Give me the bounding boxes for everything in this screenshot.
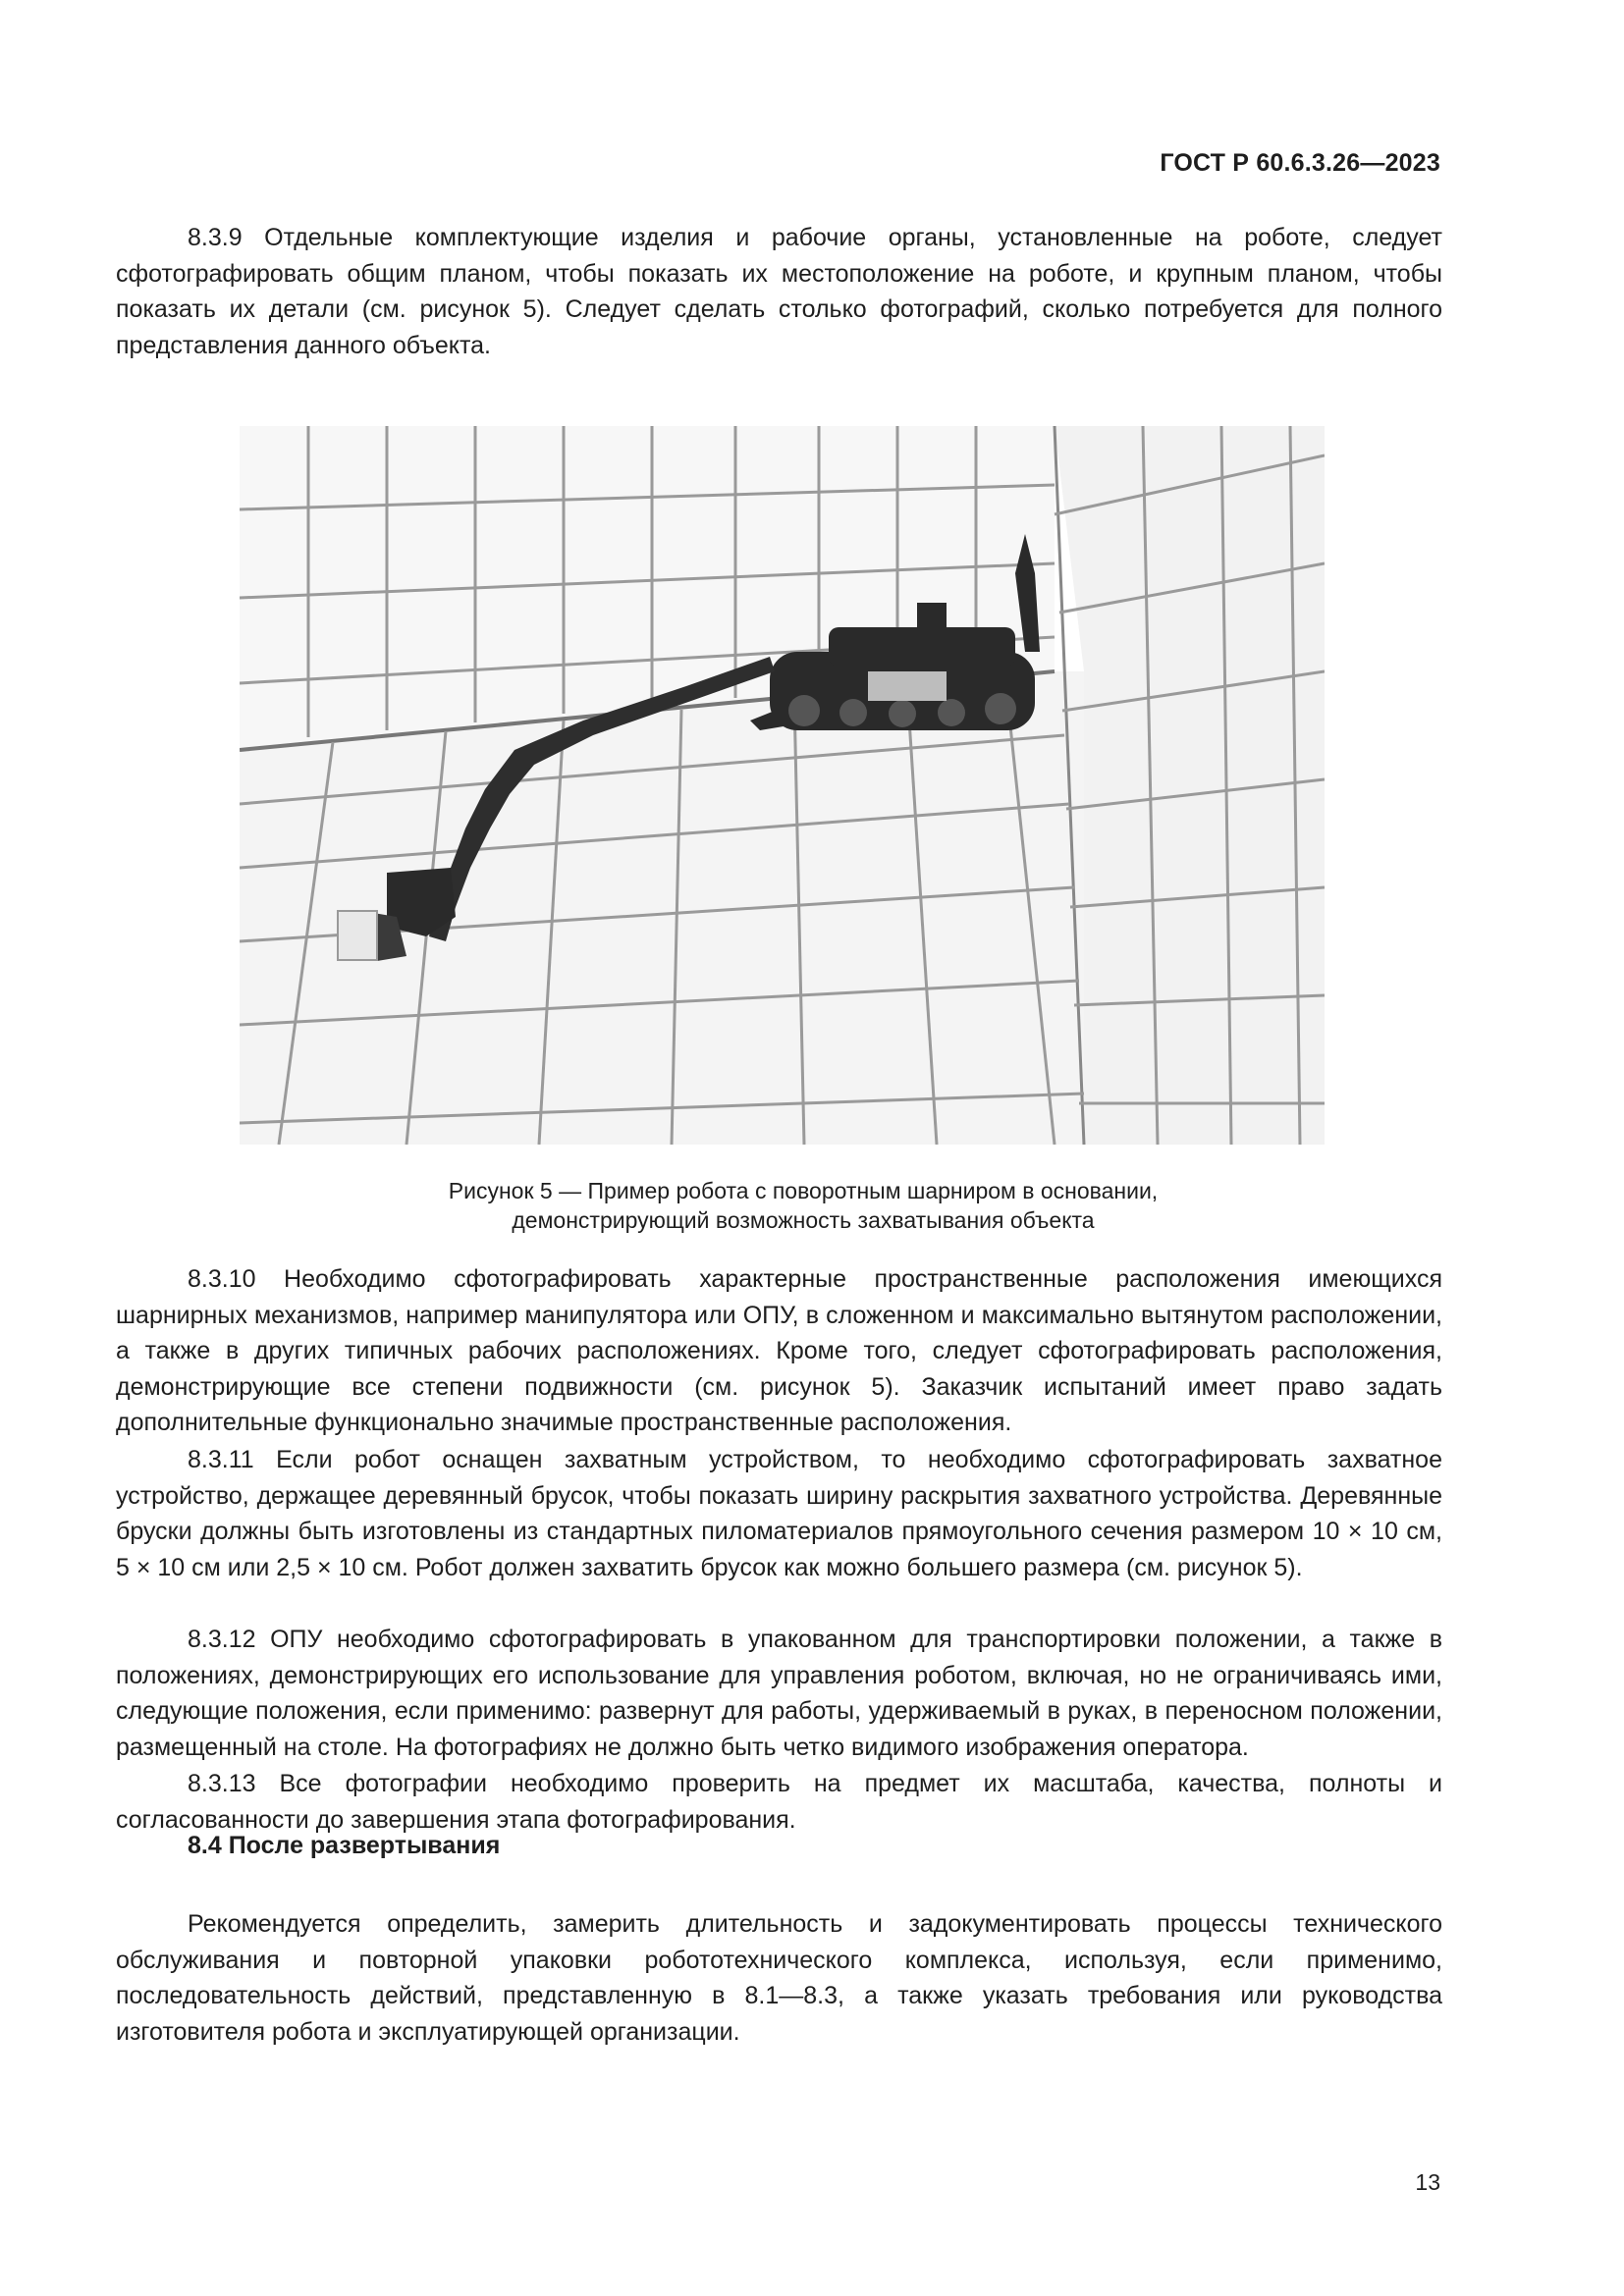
document-standard-number: ГОСТ Р 60.6.3.26—2023 <box>1160 149 1440 177</box>
page-number: 13 <box>1415 2169 1440 2195</box>
paragraph-8-3-11: 8.3.11 Если робот оснащен захватным устройством, то необходимо сфотографировать захватное устройство, держащее деревянный брусок, чтобы показать ширину раскрытия захватного устройства. Деревянные бруски должны быть изготовлены из стандартных пиломатериалов прямоугольного сечения размером 10 × 10 см, 5 × 10 см или 2,5 × 10 см. Робот должен захватить брусок как можно большего размера (см. рисунок 5). <box>116 1446 1442 1581</box>
paragraph-8-3-12: 8.3.12 ОПУ необходимо сфотографировать в упакованном для транспортировки положении, а также в положениях, демонстрирующих его использование для управления роботом, включая, но не ограничиваясь ими, следующие положения, если применимо: развернут для работы, удерживаемый в руках, в переносном положении, размещенный на столе. На фотографиях не должно быть четко видимого изображения оператора. <box>116 1626 1442 1761</box>
paragraph-8-4: Рекомендуется определить, замерить длительность и задокументировать процессы технического обслуживания и повторной упаковки робототехнического комплекса, используя, если применимо, последовательность действий, представленную в 8.1—8.3, а также указать требования или руководства изготовителя робота и эксплуатирующей организации. <box>116 1910 1442 2046</box>
figure-caption-line-1: Рисунок 5 — Пример робота с поворотным шарниром в основании, <box>448 1178 1159 1203</box>
figure-caption <box>116 1176 1490 1235</box>
paragraph-8-3-9: 8.3.9 Отдельные комплектующие изделия и рабочие органы, установленные на роботе, следует сфотографировать общим планом, чтобы показать их местоположение на роботе, и крупным планом, чтобы показать их детали (см. рисунок 5). Следует сделать столько фотографий, сколько потребуется для полного представления данного объекта. <box>116 224 1442 359</box>
paragraph-8-3-13: 8.3.13 Все фотографии необходимо проверить на предмет их масштаба, качества, полноты и согласованности до завершения этапа фотографирования. <box>116 1770 1442 1834</box>
section-heading-8-4: 8.4 После развертывания <box>188 1832 501 1859</box>
figure-robot-photo <box>240 426 1325 1145</box>
figure-caption-line-2: демонстрирующий возможность захватывания объекта <box>512 1207 1095 1233</box>
paragraph-8-3-10: 8.3.10 Необходимо сфотографировать характерные пространственные расположения имеющихся шарнирных механизмов, например манипулятора или ОПУ, в сложенном и максимально вытянутом расположении, а также в других типичных рабочих расположениях. Кроме того, следует сфотографировать расположения, демонстрирующие все степени подвижности (см. рисунок 5). Заказчик испытаний имеет право задать дополнительные функционально значимые пространственные расположения. <box>116 1265 1442 1437</box>
